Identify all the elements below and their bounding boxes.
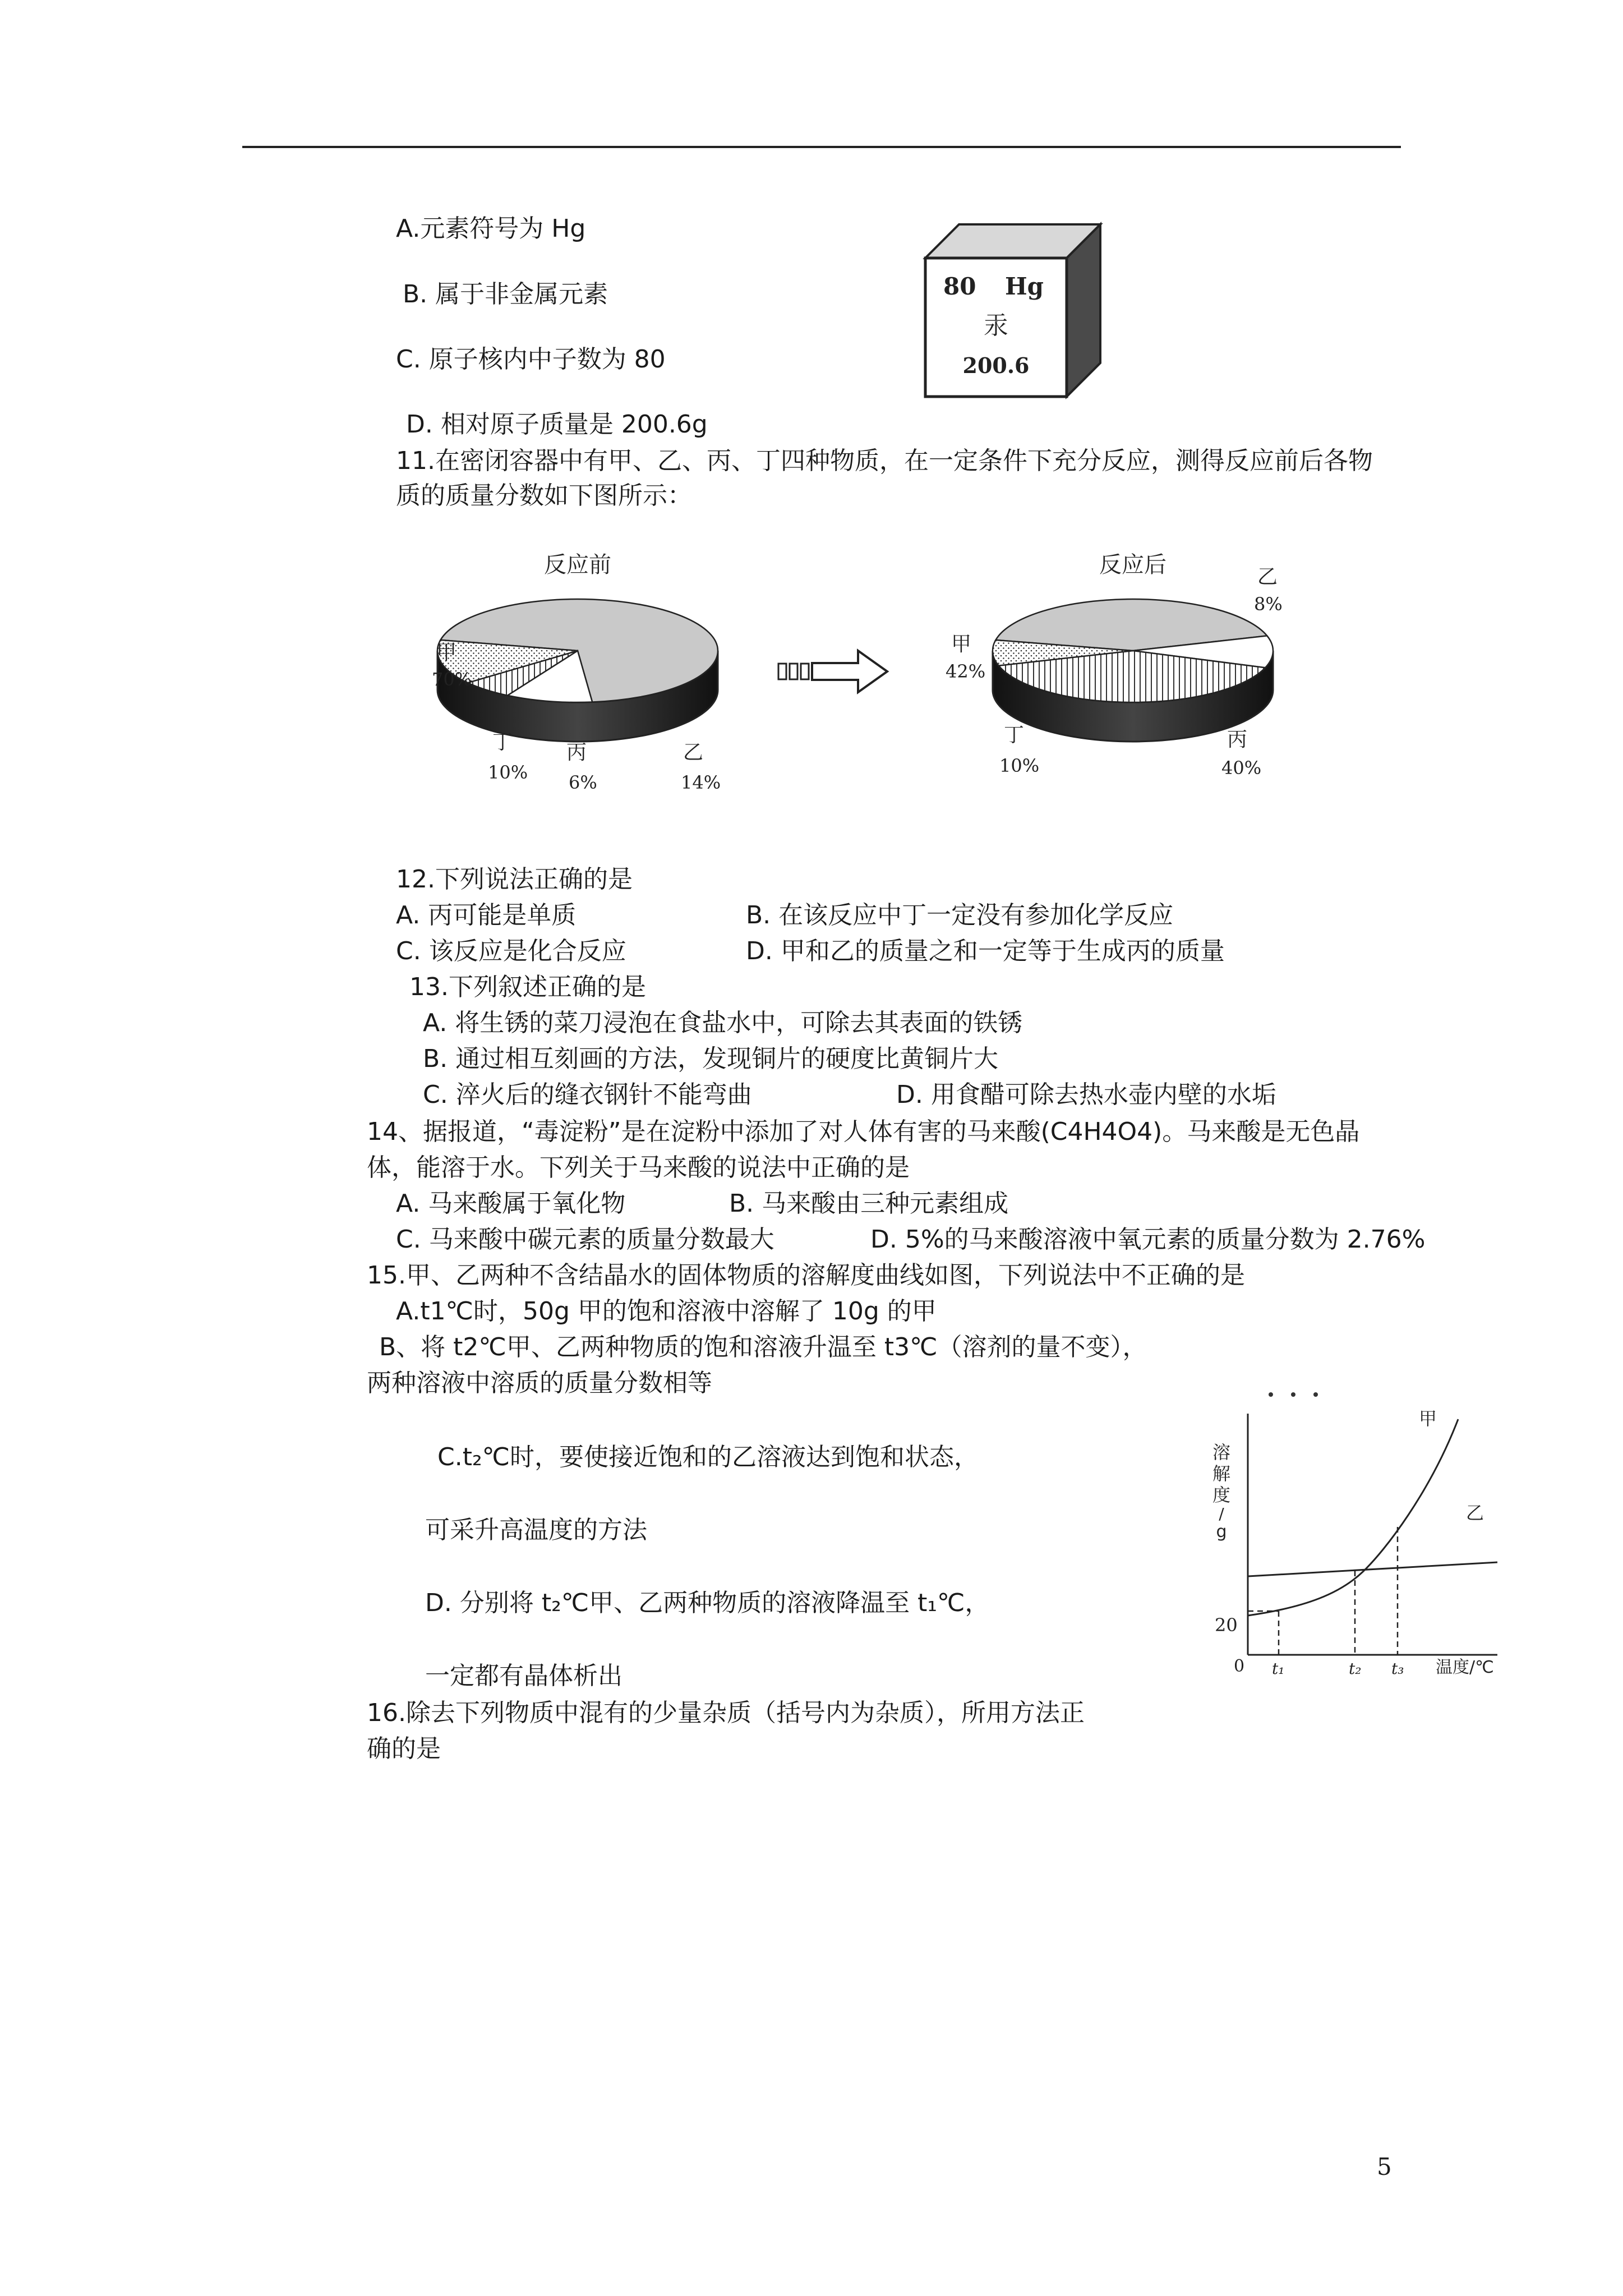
q15-option-c-line-2: 可采升高温度的方法 (425, 1516, 647, 1544)
pie-charts (409, 539, 1363, 802)
pie-before-value-bing: 6% (569, 772, 597, 793)
q15-option-b-line-2: 两种溶液中溶质的质量分数相等 (367, 1369, 712, 1397)
origin-label: 0 (1234, 1657, 1245, 1676)
pie-before-label-yi: 乙 (683, 741, 704, 764)
q15-option-d-line-1: D. 分别将 t₂℃甲、乙两种物质的溶液降温至 t₁℃， (425, 1589, 990, 1617)
q14-option-c: C. 马来酸中碳元素的质量分数最大 (396, 1225, 774, 1254)
y-axis-label-char: 解 (1212, 1463, 1231, 1484)
q15-option-a: A.t1℃时，50g 甲的饱和溶液中溶解了 10g 的甲 (396, 1297, 937, 1326)
pie-before-label-ding: 丁 (492, 731, 513, 754)
q15-stem: 15.甲、乙两种不含结晶水的固体物质的溶解度曲线如图，下列说法中不正确的是 (367, 1261, 1245, 1290)
q10-option-d: D. 相对原子质量是 200.6g (406, 410, 708, 439)
pie-before-label-jia: 甲 (436, 641, 457, 664)
q10-option-b: B. 属于非金属元素 (403, 280, 608, 309)
pie-before-value-yi: 14% (681, 772, 721, 793)
element-mass: 200.6 (962, 353, 1030, 378)
x-axis-label: 温度/℃ (1436, 1658, 1494, 1677)
q12-option-b: B. 在该反应中丁一定没有参加化学反应 (746, 901, 1174, 930)
q15-option-b-line-1: B、将 t2℃甲、乙两种物质的饱和溶液升温至 t3℃（溶剂的量不变）， (379, 1333, 1147, 1361)
decorative-dots (1269, 1392, 1318, 1397)
q12-option-d: D. 甲和乙的质量之和一定等于生成丙的质量 (746, 937, 1225, 965)
q16-line-1: 16.除去下列物质中混有的少量杂质（括号内为杂质），所用方法正 (367, 1699, 1085, 1727)
pie-before-value-ding: 10% (488, 762, 528, 783)
q12-stem: 12.下列说法正确的是 (396, 865, 633, 894)
q10-option-a: A.元素符号为 Hg (396, 214, 586, 243)
q14-option-a: A. 马来酸属于氧化物 (396, 1189, 626, 1218)
x-tick-t1: t₁ (1272, 1659, 1285, 1678)
y-axis-label-char: 溶 (1212, 1442, 1231, 1463)
y-axis-label-char: g (1216, 1522, 1227, 1542)
page-number: 5 (1377, 2153, 1392, 2180)
q14-line-2: 体，能溶于水。下列关于马来酸的说法中正确的是 (367, 1153, 910, 1182)
pie-after-label-bing: 丙 (1227, 728, 1248, 751)
q14-line-1: 14、据报道，“毒淀粉”是在淀粉中添加了对人体有害的马来酸(C4H4O4)。马来酸是无色晶 (367, 1117, 1360, 1146)
pie-before-label-bing: 丙 (566, 741, 587, 764)
header-rule (242, 146, 1401, 148)
pie-after-value-bing: 40% (1221, 757, 1262, 779)
pie-after-value-yi: 8% (1254, 593, 1283, 615)
element-symbol: Hg (1005, 273, 1044, 300)
q14-option-d: D. 5%的马来酸溶液中氧元素的质量分数为 2.76% (870, 1225, 1426, 1254)
q16-line-2: 确的是 (367, 1734, 441, 1763)
solubility-curve-chart (1195, 1380, 1509, 1683)
y-axis-label-char: / (1219, 1504, 1224, 1523)
series-yi-line (1248, 1562, 1497, 1576)
pie-after-value-ding: 10% (999, 755, 1040, 776)
q13-stem: 13.下列叙述正确的是 (409, 973, 646, 1001)
pie-before-title: 反应前 (544, 552, 611, 578)
x-tick-t2: t₂ (1349, 1659, 1362, 1678)
pie-before (437, 599, 718, 742)
y-axis-label-char: 度 (1212, 1484, 1231, 1506)
right-arrow-icon (778, 651, 887, 692)
series-jia-line (1248, 1419, 1458, 1616)
q10-option-c: C. 原子核内中子数为 80 (396, 345, 666, 374)
pie-after (993, 599, 1273, 742)
pie-after-value-jia: 42% (946, 661, 986, 682)
q13-option-b: B. 通过相互刻画的方法，发现铜片的硬度比黄铜片大 (423, 1045, 999, 1073)
pie-after-label-ding: 丁 (1004, 724, 1025, 747)
pie-after-title: 反应后 (1099, 552, 1166, 578)
q15-option-d-line-2: 一定都有晶体析出 (425, 1662, 623, 1690)
q11-line-1: 11.在密闭容器中有甲、乙、丙、丁四种物质，在一定条件下充分反应，测得反应前后各物 (396, 447, 1373, 475)
q11-line-2: 质的质量分数如下图所示： (396, 481, 692, 510)
mercury-element-cube (914, 216, 1116, 407)
element-name: 汞 (984, 311, 1008, 340)
q12-option-c: C. 该反应是化合反应 (396, 937, 626, 965)
y-tick-20: 20 (1215, 1614, 1238, 1636)
pie-before-value-jia: 70% (432, 669, 472, 690)
series-label-jia: 甲 (1419, 1408, 1437, 1429)
q13-option-a: A. 将生锈的菜刀浸泡在食盐水中，可除去其表面的铁锈 (423, 1009, 1023, 1037)
q14-option-b: B. 马来酸由三种元素组成 (729, 1189, 1009, 1218)
q12-option-a: A. 丙可能是单质 (396, 901, 577, 930)
series-label-yi: 乙 (1466, 1502, 1484, 1524)
q15-option-c-line-1: C.t₂℃时，要使接近饱和的乙溶液达到饱和状态， (437, 1443, 979, 1471)
y-axis-label (1212, 1442, 1230, 1542)
pie-after-label-jia: 甲 (951, 633, 972, 656)
pie-after-label-yi: 乙 (1257, 565, 1278, 588)
q13-option-d: D. 用食醋可除去热水壶内壁的水垢 (896, 1080, 1276, 1109)
q13-option-c: C. 淬火后的缝衣钢针不能弯曲 (423, 1080, 752, 1109)
element-number: 80 (943, 273, 976, 300)
x-tick-t3: t₃ (1391, 1659, 1404, 1678)
